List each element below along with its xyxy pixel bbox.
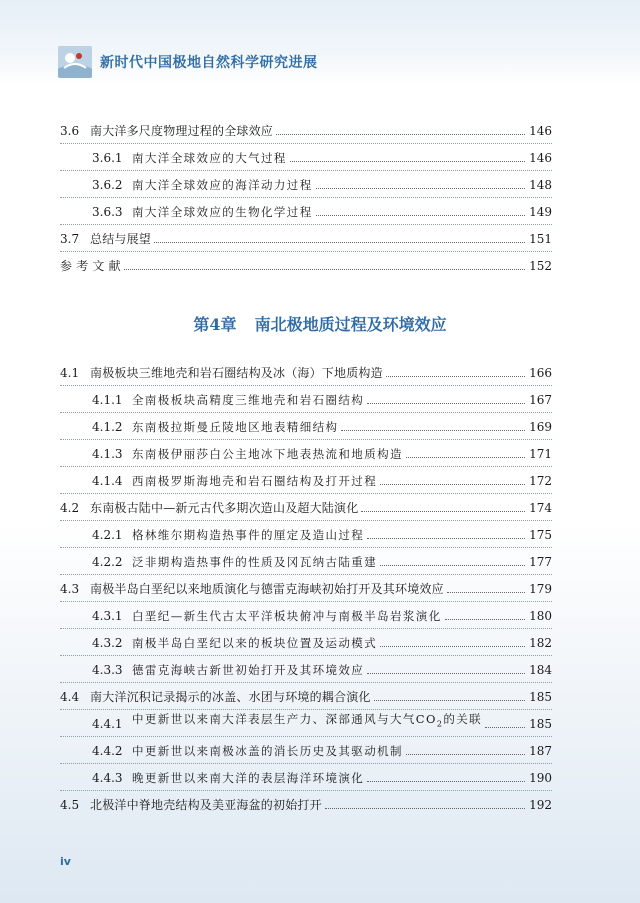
dot-leader (154, 242, 525, 243)
entry-page-number: 169 (529, 420, 552, 434)
entry-page-number: 177 (529, 555, 552, 569)
entry-page-number: 174 (529, 501, 552, 515)
entry-title: 格林维尔期构造热事件的厘定及造山过程 (132, 528, 365, 542)
entry-page-number: 152 (529, 259, 552, 273)
entry-number: 4.3.1 (92, 609, 123, 623)
dot-leader (380, 646, 525, 647)
entry-title: 南极板块三维地壳和岩石圈结构及冰（海）下地质构造 (90, 366, 383, 380)
entry-page-number: 148 (529, 178, 552, 192)
row-separator (60, 655, 552, 656)
series-title: 新时代中国极地自然科学研究进展 (100, 55, 318, 71)
dot-leader (485, 727, 525, 728)
row-separator (60, 385, 552, 386)
entry-number: 3.6.2 (92, 178, 123, 192)
row-separator (60, 170, 552, 171)
dot-leader (447, 592, 525, 593)
row-separator (60, 601, 552, 602)
dot-leader (380, 565, 525, 566)
entry-title: 参 考 文 献 (60, 259, 121, 273)
entry-number: 4.5 (60, 798, 80, 812)
dot-leader (341, 430, 525, 431)
entry-title: 东南极古陆中—新元古代多期次造山及超大陆演化 (90, 501, 359, 515)
entry-number: 4.2 (60, 501, 80, 515)
entry-page-number: 151 (529, 232, 552, 246)
dot-leader (406, 754, 525, 755)
entry-title: 东南极拉斯曼丘陵地区地表精细结构 (132, 420, 339, 434)
row-separator (60, 224, 552, 225)
entry-title: 中更新世以来南极冰盖的消长历史及其驱动机制 (132, 744, 403, 758)
toc-section-entry[interactable] (60, 577, 552, 597)
entry-page-number: 172 (529, 474, 552, 488)
toc-subsection-entry[interactable] (92, 631, 552, 651)
entry-number: 3.6 (60, 124, 80, 138)
entry-page-number: 167 (529, 393, 552, 407)
entry-title: 全南极板块高精度三维地壳和岩石圈结构 (132, 393, 365, 407)
toc-subsection-entry[interactable] (92, 200, 552, 220)
entry-title: 北极洋中脊地壳结构及美亚海盆的初始打开 (90, 798, 322, 812)
toc-subsection-entry[interactable] (92, 469, 552, 489)
toc-section-entry[interactable] (60, 361, 552, 381)
toc-subsection-entry[interactable] (92, 739, 552, 759)
entry-number: 3.6.1 (92, 151, 123, 165)
toc-subsection-entry[interactable] (92, 415, 552, 435)
entry-title: 中更新世以来南大洋表层生产力、深部通风与大气$CO_2$的关联 (132, 711, 483, 728)
dot-leader (367, 673, 525, 674)
entry-number: 4.3 (60, 582, 80, 596)
toc-subsection-entry[interactable] (92, 604, 552, 624)
toc-section-entry[interactable] (60, 119, 552, 139)
toc-section-entry[interactable] (60, 793, 552, 813)
entry-page-number: 180 (529, 609, 552, 623)
row-separator (60, 143, 552, 144)
chapter-heading (0, 312, 640, 335)
entry-number: 4.1.3 (92, 447, 123, 461)
entry-number: 4.1.1 (92, 393, 123, 407)
dot-leader (380, 484, 525, 485)
entry-number: 4.3.3 (92, 663, 123, 677)
toc-section-entry[interactable] (60, 496, 552, 516)
toc-subsection-entry[interactable] (92, 146, 552, 166)
entry-number: 4.4.1 (92, 717, 123, 731)
dot-leader (367, 538, 525, 539)
entry-number: 4.2.2 (92, 555, 123, 569)
entry-page-number: 182 (529, 636, 552, 650)
toc-subsection-entry[interactable] (92, 388, 552, 408)
dot-leader (367, 403, 525, 404)
entry-page-number: 146 (529, 124, 552, 138)
dot-leader (316, 215, 525, 216)
entry-number: 4.1.2 (92, 420, 123, 434)
dot-leader (124, 269, 525, 270)
dot-leader (361, 511, 525, 512)
dot-leader (325, 808, 525, 809)
chapter-title: 南北极地质过程及环境效应 (254, 315, 447, 334)
entry-page-number: 185 (529, 717, 552, 731)
toc-section-entry[interactable] (60, 227, 552, 247)
row-separator (60, 790, 552, 791)
row-separator (60, 547, 552, 548)
dot-leader (367, 781, 525, 782)
entry-number: 4.2.1 (92, 528, 123, 542)
row-separator (60, 251, 552, 252)
row-separator (60, 574, 552, 575)
entry-page-number: 149 (529, 205, 552, 219)
entry-number: 4.4 (60, 690, 80, 704)
toc-subsection-entry[interactable] (92, 550, 552, 570)
entry-page-number: 179 (529, 582, 552, 596)
page-folio: iv (60, 855, 71, 868)
entry-title: 东南极伊丽莎白公主地冰下地表热流和地质构造 (132, 447, 403, 461)
entry-page-number: 190 (529, 771, 552, 785)
entry-page-number: 187 (529, 744, 552, 758)
row-separator (60, 412, 552, 413)
toc-subsection-entry[interactable] (92, 712, 552, 732)
chapter-label: 第4章 (193, 315, 237, 334)
row-separator (60, 763, 552, 764)
dot-leader (445, 619, 525, 620)
row-separator (60, 520, 552, 521)
row-separator (60, 628, 552, 629)
dot-leader (276, 134, 525, 135)
entry-title: 白垩纪—新生代古太平洋板块俯冲与南极半岛岩浆演化 (132, 609, 442, 623)
entry-page-number: 185 (529, 690, 552, 704)
dot-leader (290, 161, 525, 162)
entry-title: 西南极罗斯海地壳和岩石圈结构及打开过程 (132, 474, 378, 488)
entry-title: 南大洋全球效应的大气过程 (132, 151, 287, 165)
entry-number: 4.4.3 (92, 771, 123, 785)
row-separator (60, 736, 552, 737)
dot-leader (386, 376, 525, 377)
toc-subsection-entry[interactable] (92, 658, 552, 678)
entry-number: 3.7 (60, 232, 80, 246)
entry-page-number: 184 (529, 663, 552, 677)
entry-page-number: 171 (529, 447, 552, 461)
entry-number: 3.6.3 (92, 205, 123, 219)
entry-title: 南大洋全球效应的生物化学过程 (132, 205, 313, 219)
entry-title: 总结与展望 (90, 232, 152, 246)
entry-title: 南极半岛白垩纪以来地质演化与德雷克海峡初始打开及其环境效应 (90, 582, 444, 596)
row-separator (60, 466, 552, 467)
entry-title: 南大洋多尺度物理过程的全球效应 (90, 124, 274, 138)
toc-section-entry[interactable] (60, 685, 552, 705)
entry-page-number: 175 (529, 528, 552, 542)
toc-subsection-entry[interactable] (92, 442, 552, 462)
dot-leader (316, 188, 525, 189)
toc-subsection-entry[interactable] (92, 766, 552, 786)
entry-page-number: 166 (529, 366, 552, 380)
entry-number: 4.4.2 (92, 744, 123, 758)
page-header (0, 0, 640, 86)
entry-title: 南大洋沉积记录揭示的冰盖、水团与环境的耦合演化 (90, 690, 371, 704)
row-separator (60, 439, 552, 440)
entry-title: 德雷克海峡古新世初始打开及其环境效应 (132, 663, 365, 677)
entry-title: 泛非期构造热事件的性质及冈瓦纳古陆重建 (132, 555, 378, 569)
entry-title: 南极半岛白垩纪以来的板块位置及运动模式 (132, 636, 378, 650)
row-separator (60, 197, 552, 198)
toc-subsection-entry[interactable] (92, 523, 552, 543)
toc-section-entry[interactable] (60, 254, 552, 274)
entry-number: 4.1 (60, 366, 80, 380)
dot-leader (406, 457, 525, 458)
entry-number: 4.1.4 (92, 474, 123, 488)
entry-page-number: 192 (529, 798, 552, 812)
series-logo (58, 46, 92, 78)
toc-subsection-entry[interactable] (92, 173, 552, 193)
entry-title: 晚更新世以来南大洋的表层海洋环境演化 (132, 771, 365, 785)
entry-title: 南大洋全球效应的海洋动力过程 (132, 178, 313, 192)
entry-number: 4.3.2 (92, 636, 123, 650)
row-separator (60, 493, 552, 494)
row-separator (60, 682, 552, 683)
dot-leader (374, 700, 525, 701)
entry-page-number: 146 (529, 151, 552, 165)
